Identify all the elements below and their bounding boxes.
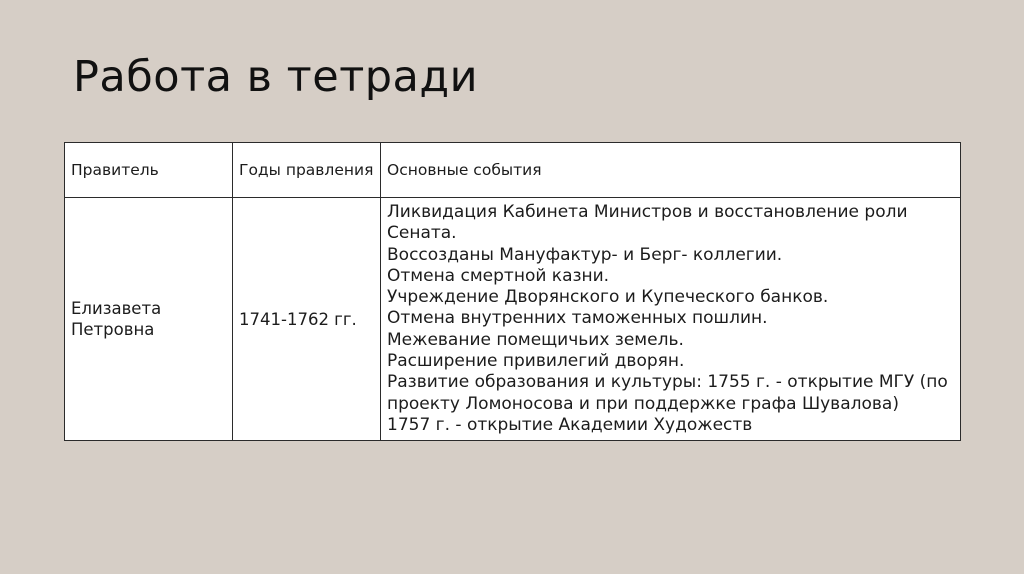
rulers-table [64, 142, 961, 441]
event-item: Отмена смертной казни. [387, 265, 610, 286]
table-row [65, 198, 961, 441]
header-years: Годы правления [233, 143, 381, 198]
event-item: Учреждение Дворянского и Купеческого банков. [387, 287, 829, 308]
event-item: Расширение привилегий дворян. [387, 351, 685, 372]
event-item: Отмена внутренних таможенных пошлин. [387, 308, 768, 329]
reign-years-cell: 1741-1762 гг. [233, 198, 381, 441]
events-cell [381, 198, 961, 441]
event-item: Воссозданы Мануфактур- и Берг- коллегии. [387, 244, 783, 265]
table-body [65, 198, 961, 441]
events-list [387, 202, 954, 436]
event-item: Межевание помещичьих земель. [387, 329, 684, 350]
header-events: Основные события [381, 143, 961, 198]
ruler-name-cell: Елизавета Петровна [65, 198, 233, 441]
header-row [65, 143, 961, 198]
event-item: Ликвидация Кабинета Министров и восстановление роли Сената. [387, 202, 908, 244]
event-item: Развитие образования и культуры: 1755 г. - открытие МГУ (по проекту Ломоносова и при поддержке графа Шувалова) [387, 372, 948, 414]
slide-title: Работа в тетради [73, 52, 479, 102]
header-ruler: Правитель [65, 143, 233, 198]
table-header [65, 143, 961, 198]
event-item: 1757 г. - открытие Академии Художеств [387, 414, 753, 435]
